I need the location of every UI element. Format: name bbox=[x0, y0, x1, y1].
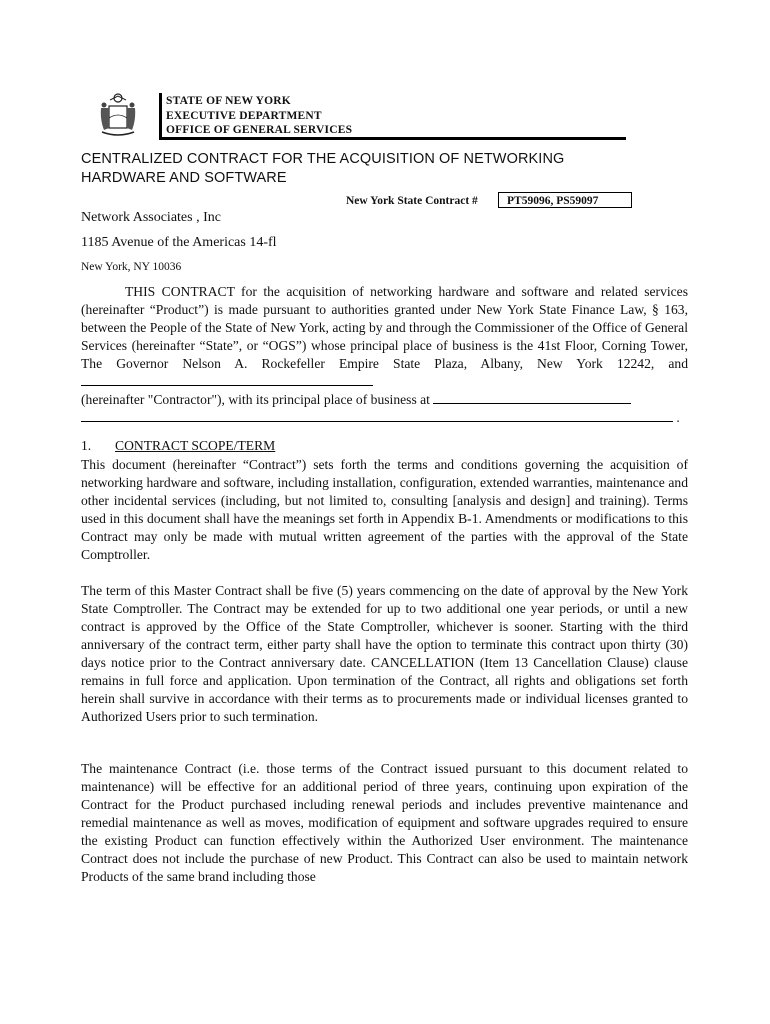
section-1-number: 1. bbox=[81, 438, 92, 453]
section-1-title: CONTRACT SCOPE/TERM bbox=[115, 438, 276, 453]
letterhead-horizontal-rule bbox=[159, 137, 626, 140]
section-1-paragraph-2: The term of this Master Contract shall be five (5) years commencing on the date of approval by the New York State Comptroller. The Contract may be extended for up to two additional one year periods, or until a new contract is approved by the Office of the State Comptroller, whichever is sooner. Starting with the third anniversary of the contract term, either party shall have the option to terminate this contract upon thirty (30) days notice prior to the Contract anniversary date. CANCELLATION (Item 13 Cancellation Clause) clause remains in full force and application. Upon termination of the Contract, all rights and obligations set forth herein shall survive in accordance with their terms as to procurements made or individual licenses granted to Authorized Users prior to such termination. bbox=[81, 583, 688, 724]
contract-number-label: New York State Contract # bbox=[346, 195, 478, 207]
letterhead-vertical-rule bbox=[159, 93, 162, 138]
letterhead-line-state: STATE OF NEW YORK bbox=[166, 95, 291, 107]
contractor-street: 1185 Avenue of the Americas 14-fl bbox=[81, 235, 277, 250]
new-york-state-seal-icon bbox=[98, 92, 138, 140]
contractor-address-blank bbox=[433, 402, 631, 404]
letterhead-line-office: OFFICE OF GENERAL SERVICES bbox=[166, 124, 353, 136]
intro-text: THIS CONTRACT for the acquisition of networking hardware and software and related services (hereinafter “Product”) is made pursuant to authorities granted under New York State Finance Law, § 163, between the People of the State of New York, acting by and through the Commissioner of the Office of General Services (hereinafter “State”, or “OGS”) whose principal place of business is the 41st Floor, Corning Tower, The Governor Nelson A. Rockefeller Empire State Plaza, Albany, New York 12242, and bbox=[81, 284, 688, 371]
contract-number-value: PT59096, PS59097 bbox=[498, 192, 632, 208]
intro-end-mark: . bbox=[676, 410, 680, 425]
document-title-line-1: CENTRALIZED CONTRACT FOR THE ACQUISITION OF NETWORKING bbox=[81, 151, 565, 167]
letterhead bbox=[166, 94, 352, 138]
letterhead-line-department: EXECUTIVE DEPARTMENT bbox=[166, 109, 322, 122]
intro-paragraph bbox=[81, 283, 688, 427]
contractor-address-blank-2 bbox=[81, 420, 673, 422]
contractor-name-blank bbox=[81, 384, 373, 386]
contractor-city: New York, NY 10036 bbox=[81, 261, 182, 273]
intro-contractor-phrase: (hereinafter "Contractor"), with its principal place of business at bbox=[81, 392, 430, 407]
contractor-name: Network Associates , Inc bbox=[81, 210, 221, 225]
document-title-line-2: HARDWARE AND SOFTWARE bbox=[81, 170, 287, 186]
document-title bbox=[81, 150, 564, 188]
section-1-heading bbox=[81, 438, 275, 454]
section-1-paragraph-3: The maintenance Contract (i.e. those terms of the Contract issued pursuant to this document related to maintenance) will be effective for an additional period of three years, continuing upon expiration of the Contract for the Product purchased including renewal periods and includes preventive maintenance and remedial maintenance as well as moves, modification of equipment and software upgrades required to ensure the existing Product can function effectively within the Authorized User environment. The maintenance Contract does not include the purchase of new Product. This Contract can also be used to maintain network Products of the same brand including those bbox=[81, 761, 688, 884]
section-1-paragraph-1: This document (hereinafter “Contract”) sets forth the terms and conditions governing the acquisition of networking hardware and software, including installation, configuration, extended warranties, maintenance and other incidental services (including, but not limited to, consulting [analysis and design] and training). Terms used in this document shall have the meanings set forth in Appendix B-1. Amendments or modifications to this Contract may only be made with mutual written agreement of the parties with the approval of the State Comptroller. bbox=[81, 457, 688, 562]
